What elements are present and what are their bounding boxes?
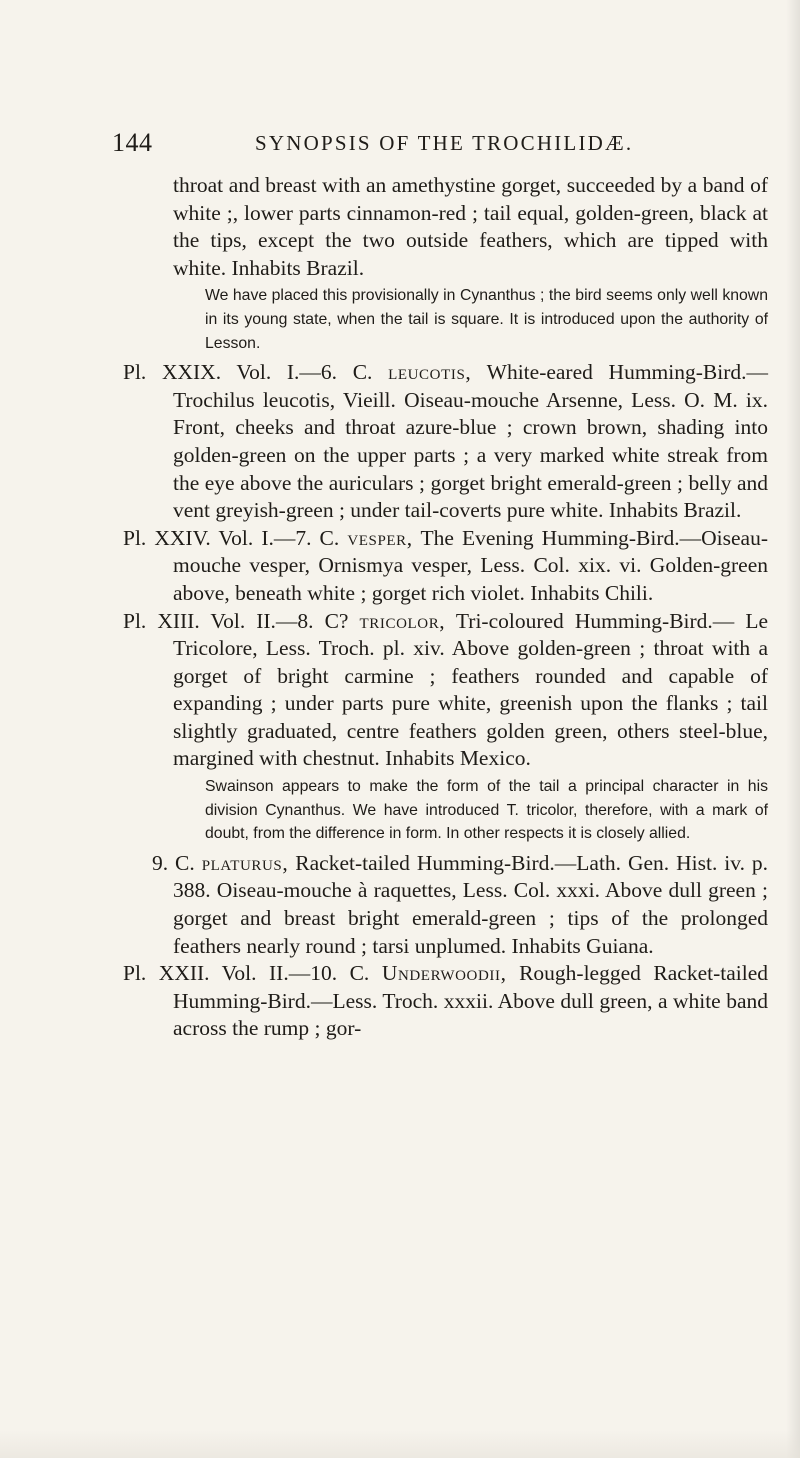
common-name: White-eared Humming-Bird. xyxy=(486,360,747,385)
page-header xyxy=(112,128,732,162)
running-title: SYNOPSIS OF THE TROCHILIDÆ. xyxy=(255,131,634,155)
species-name: Underwoodii, xyxy=(381,961,507,986)
entry-description: — Le Tricolore, Less. Troch. pl. xiv. Above golden-green ; throat with a gorget of bright carmine ; feathers rounded and capable of expanding ; under parts pure white, greenish upon the flanks ; tail slightly graduated, centre feathers golden green, others steel-blue, margined with chestnut. Inhabits Mexico. xyxy=(173,608,768,771)
common-name: Racket-tailed Humming-Bird. xyxy=(295,850,555,875)
footnote-cynanthus: We have placed this provisionally in Cynanthus ; the bird seems only well known in its young state, when the tail is square. It is introduced upon the authority of Lesson. xyxy=(205,287,768,352)
continued-paragraph: throat and breast with an amethystine gorget, succeeded by a band of white ;, lower parts cinnamon-red ; tail equal, golden-green, black at the tips, except the two outside feathers, which are tipped with white. Inhabits Brazil. xyxy=(173,173,768,280)
entry-number: 9. C. xyxy=(152,850,195,875)
page-bottom-band xyxy=(0,1430,800,1458)
entry-description: —Less. Troch. xxxii. Above dull green, a white band across the rump ; gor- xyxy=(173,988,768,1041)
plate-reference: Pl. XIII. Vol. II.—8. C? xyxy=(123,608,349,633)
page-edge-shadow xyxy=(786,0,800,1458)
species-name: vesper, xyxy=(347,525,413,550)
common-name: Tri-coloured Humming-Bird. xyxy=(455,608,713,633)
common-name: The Evening Humming-Bird. xyxy=(420,525,680,550)
species-name: platurus, xyxy=(201,850,289,875)
common-name: Rough-legged Racket-tailed Humming-Bird. xyxy=(173,961,768,1013)
species-entry-tricolor xyxy=(123,608,768,774)
plate-reference: Pl. XXIV. Vol. I.—7. C. xyxy=(123,525,340,550)
body-text xyxy=(123,172,769,1043)
species-name: tricolor, xyxy=(359,608,446,633)
footnote-tricolor: Swainson appears to make the form of the tail a principal character in his division Cynanthus. We have introduced T. tricolor, therefore, with a mark of doubt, from the difference in form. In other respects it is closely allied. xyxy=(205,778,768,843)
entry-description: —Lath. Gen. Hist. iv. p. 388. Oiseau-mouche à raquettes, Less. Col. xxxi. Above dull green ; gorget and breast bright emerald-green ; tips of the prolonged feathers nearly round ; tarsi unplumed. Inhabits Guiana. xyxy=(173,850,769,958)
plate-reference: Pl. XXII. Vol. II.—10. C. xyxy=(123,961,370,986)
species-name: leucotis, xyxy=(388,360,472,385)
plate-reference: Pl. XXIX. Vol. I.—6. C. xyxy=(123,360,373,385)
species-entry-vesper xyxy=(123,525,768,608)
page-number: 144 xyxy=(112,128,153,157)
entry-description: —Oiseau-mouche vesper, Ornismya vesper, Less. Col. xix. vi. Golden-green above, beneath white ; gorget rich violet. Inhabits Chili. xyxy=(173,525,769,605)
species-entry-leucotis xyxy=(123,359,768,525)
entry-description: —Trochilus leucotis, Vieill. Oiseau-mouche Arsenne, Less. O. M. ix. Front, cheeks and throat azure-blue ; crown brown, shading into golden-green on the upper parts ; a very marked white streak from the eye above the auriculars ; gorget bright emerald-green ; belly and vent greyish-green ; under tail-coverts pure white. Inhabits Brazil. xyxy=(173,360,769,523)
species-entry-underwoodii xyxy=(123,960,768,1043)
species-entry-platurus xyxy=(152,850,768,960)
